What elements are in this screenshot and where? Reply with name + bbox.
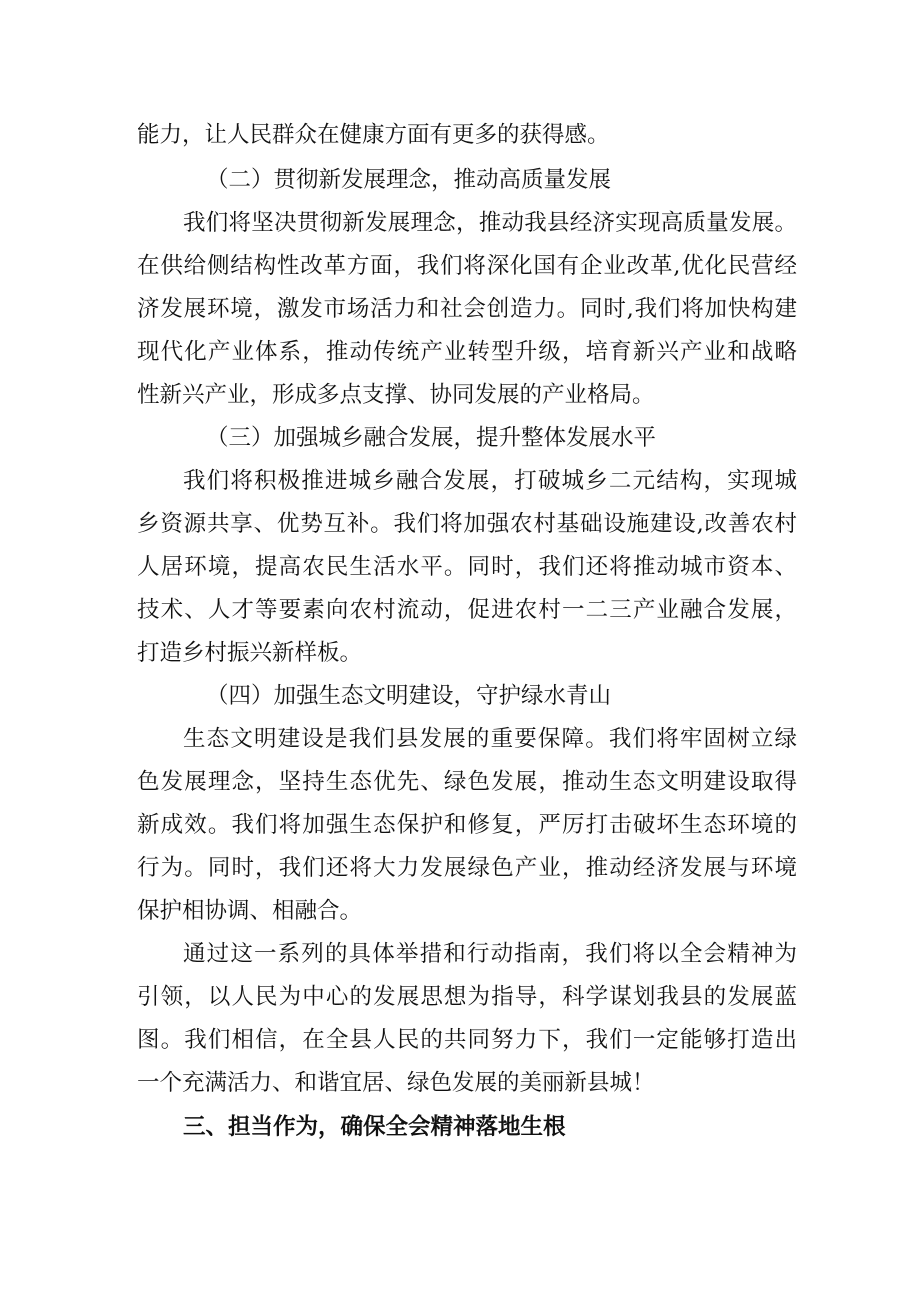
paragraph-line: 通过这一系列的具体举措和行动指南，我们将以全会精神为: [183, 941, 797, 967]
paragraph-line: 技术、人才等要素向农村流动，促进农村一二三产业融合发展，: [137, 597, 797, 623]
paragraph-line: 性新兴产业，形成多点支撑、协同发展的产业格局。: [137, 382, 655, 408]
paragraph-line: 新成效。我们将加强生态保护和修复，严厉打击破坏生态环境的: [137, 812, 797, 838]
paragraph-line: 能力，让人民群众在健康方面有更多的获得感。: [137, 122, 610, 148]
paragraph-line: 乡资源共享、优势互补。我们将加强农村基础设施建设,改善农村: [137, 511, 797, 537]
paragraph-line: 我们将积极推进城乡融合发展，打破城乡二元结构，实现城: [183, 468, 797, 494]
paragraph-line: 生态文明建设是我们县发展的重要保障。我们将牢固树立绿: [183, 726, 797, 752]
section-subheading: （三）加强城乡融合发展，提升整体发展水平: [206, 425, 657, 451]
paragraph-line: 济发展环境，激发市场活力和社会创造力。同时,我们将加快构建: [137, 296, 797, 322]
paragraph-line: 在供给侧结构性改革方面，我们将深化国有企业改革,优化民营经: [137, 253, 797, 279]
paragraph-line: 色发展理念，坚持生态优先、绿色发展，推动生态文明建设取得: [137, 769, 797, 795]
paragraph-line: 一个充满活力、和谐宜居、绿色发展的美丽新县城！: [137, 1070, 655, 1096]
section-subheading: （四）加强生态文明建设，守护绿水青山: [206, 683, 612, 709]
paragraph-line: 我们将坚决贯彻新发展理念，推动我县经济实现高质量发展。: [183, 210, 797, 236]
section-heading: 三、担当作为，确保全会精神落地生根: [183, 1114, 566, 1140]
paragraph-line: 打造乡村振兴新样板。: [137, 640, 363, 666]
paragraph-line: 保护相协调、相融合。: [137, 898, 363, 924]
paragraph-line: 人居环境，提高农民生活水平。同时，我们还将推动城市资本、: [137, 554, 797, 580]
section-subheading: （二）贯彻新发展理念，推动高质量发展: [206, 167, 612, 193]
paragraph-line: 行为。同时，我们还将大力发展绿色产业，推动经济发展与环境: [137, 855, 797, 881]
paragraph-line: 引领，以人民为中心的发展思想为指导，科学谋划我县的发展蓝: [137, 984, 797, 1010]
paragraph-line: 现代化产业体系，推动传统产业转型升级，培育新兴产业和战略: [137, 339, 797, 365]
paragraph-line: 图。我们相信，在全县人民的共同努力下，我们一定能够打造出: [137, 1027, 797, 1053]
